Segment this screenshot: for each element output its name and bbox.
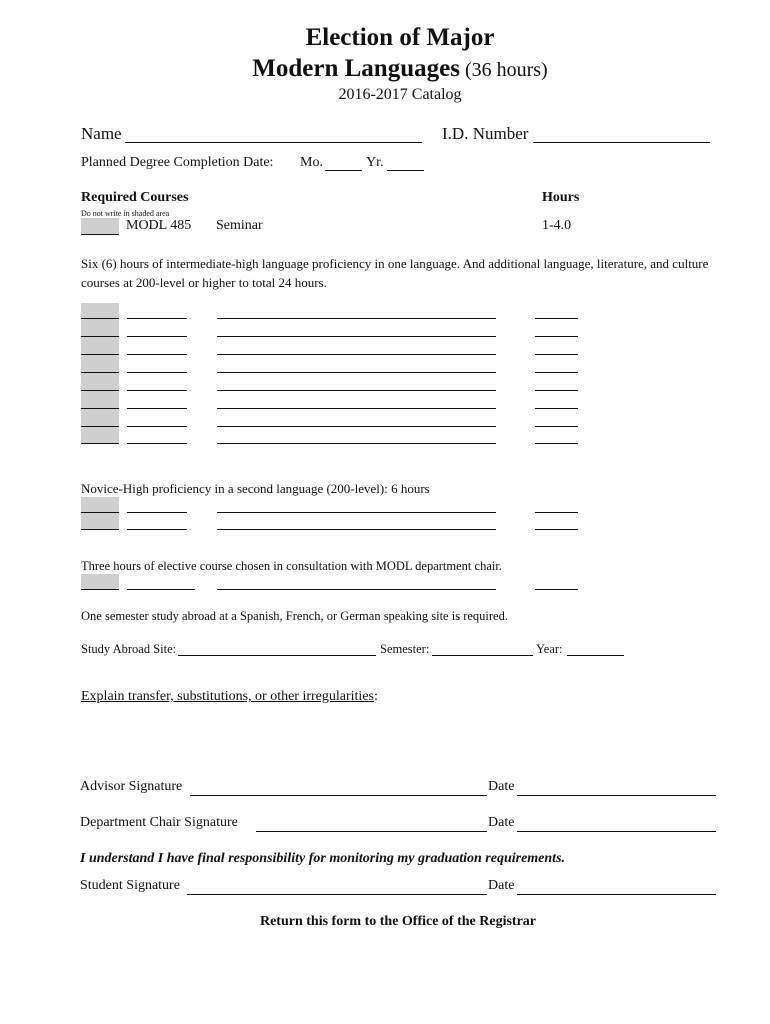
course-number-field[interactable] <box>127 512 187 513</box>
year-field[interactable] <box>387 170 424 171</box>
shaded-column <box>81 497 119 529</box>
course-number-field[interactable] <box>127 443 187 444</box>
student-signature-field[interactable] <box>187 894 487 895</box>
id-number-label: I.D. Number <box>442 124 529 143</box>
student-date-field[interactable] <box>517 894 716 895</box>
chair-signature-field[interactable] <box>256 831 487 832</box>
id-number-field[interactable] <box>533 142 710 143</box>
course-number-field[interactable] <box>127 426 187 427</box>
grade-line <box>81 390 119 391</box>
abroad-year-label: Year: <box>536 642 563 656</box>
shaded-column <box>81 574 119 589</box>
course-number-field[interactable] <box>127 408 187 409</box>
shaded-column <box>81 303 119 443</box>
course-hours-field[interactable] <box>535 443 578 444</box>
course-hours-field[interactable] <box>535 354 578 355</box>
course-title-field[interactable] <box>217 354 496 355</box>
grade-line <box>81 234 119 235</box>
study-abroad-description: One semester study abroad at a Spanish, French, or German speaking site is required. <box>81 609 508 623</box>
course-number-field[interactable] <box>127 372 187 373</box>
explain-irregularities-label: Explain transfer, substitutions, or other irregularities: <box>81 689 378 704</box>
abroad-year-field[interactable] <box>567 655 624 656</box>
course-hours-field[interactable] <box>535 512 578 513</box>
shaded-area-note: Do not write in shaded area <box>81 209 170 218</box>
course-title-field[interactable] <box>217 443 496 444</box>
course-hours-field[interactable] <box>535 390 578 391</box>
advisor-date-field[interactable] <box>517 795 716 796</box>
grade-line <box>81 426 119 427</box>
course-hours: 1-4.0 <box>542 218 572 233</box>
major-name: Modern Languages <box>252 55 460 82</box>
novice-high-description: Novice-High proficiency in a second language (200-level): 6 hours <box>81 481 430 496</box>
semester-label: Semester: <box>380 642 430 656</box>
month-field[interactable] <box>325 170 362 171</box>
chair-signature-label: Department Chair Signature <box>80 815 238 830</box>
course-title-field[interactable] <box>217 408 496 409</box>
semester-field[interactable] <box>432 655 533 656</box>
grade-line <box>81 443 119 444</box>
course-hours-field[interactable] <box>535 336 578 337</box>
advisor-date-label: Date <box>488 779 515 794</box>
name-label: Name <box>81 124 122 143</box>
course-number-field[interactable] <box>127 589 195 590</box>
catalog-year: 2016-2017 Catalog <box>338 86 462 103</box>
course-hours-field[interactable] <box>535 589 578 590</box>
grade-line <box>81 512 119 513</box>
course-hours-field[interactable] <box>535 426 578 427</box>
course-title-field[interactable] <box>217 372 496 373</box>
course-number-field[interactable] <box>127 529 187 530</box>
form-subtitle <box>0 55 770 83</box>
course-name: Seminar <box>216 218 263 233</box>
grade-line <box>81 408 119 409</box>
hours-heading: Hours <box>542 190 580 205</box>
course-title-field[interactable] <box>217 529 496 530</box>
major-hours: (36 hours) <box>459 59 548 81</box>
return-instruction: Return this form to the Office of the Registrar <box>259 914 537 929</box>
name-field[interactable] <box>125 142 422 143</box>
course-hours-field[interactable] <box>535 372 578 373</box>
required-courses-heading: Required Courses <box>81 190 189 205</box>
course-number-field[interactable] <box>127 354 187 355</box>
grade-line <box>81 589 119 590</box>
elective-description: Three hours of elective course chosen in consultation with MODL department chair. <box>81 559 502 573</box>
explain-irregularities-area[interactable] <box>81 712 721 772</box>
grade-line <box>81 318 119 319</box>
grade-line <box>81 336 119 337</box>
grade-line <box>81 354 119 355</box>
month-label: Mo. <box>300 155 323 170</box>
course-number-field[interactable] <box>127 390 187 391</box>
course-title-field[interactable] <box>217 390 496 391</box>
student-signature-label: Student Signature <box>80 878 180 893</box>
study-abroad-site-label: Study Abroad Site: <box>81 642 177 656</box>
study-abroad-site-field[interactable] <box>178 655 376 656</box>
course-title-field[interactable] <box>217 589 496 590</box>
student-date-label: Date <box>488 878 515 893</box>
responsibility-statement: I understand I have final responsibility for monitoring my graduation requirements. <box>80 851 566 866</box>
grade-line <box>81 529 119 530</box>
grade-line <box>81 372 119 373</box>
chair-date-field[interactable] <box>517 831 716 832</box>
course-code: MODL 485 <box>126 218 192 233</box>
chair-date-label: Date <box>488 815 515 830</box>
planned-completion-label: Planned Degree Completion Date: <box>81 155 274 170</box>
course-hours-field[interactable] <box>535 529 578 530</box>
course-title-field[interactable] <box>217 318 496 319</box>
course-title-field[interactable] <box>217 336 496 337</box>
course-number-field[interactable] <box>127 318 187 319</box>
advisor-signature-label: Advisor Signature <box>80 779 183 794</box>
course-title-field[interactable] <box>217 512 496 513</box>
year-label: Yr. <box>366 155 384 170</box>
course-title-field[interactable] <box>217 426 496 427</box>
advisor-signature-field[interactable] <box>190 795 487 796</box>
course-number-field[interactable] <box>127 336 187 337</box>
six-hours-description: Six (6) hours of intermediate-high language proficiency in one language. And additional language, literature, and culture courses at 200-level or higher to total 24 hours. <box>81 256 709 290</box>
course-hours-field[interactable] <box>535 318 578 319</box>
course-hours-field[interactable] <box>535 408 578 409</box>
shaded-box <box>81 218 119 235</box>
form-title: Election of Major <box>305 24 495 51</box>
